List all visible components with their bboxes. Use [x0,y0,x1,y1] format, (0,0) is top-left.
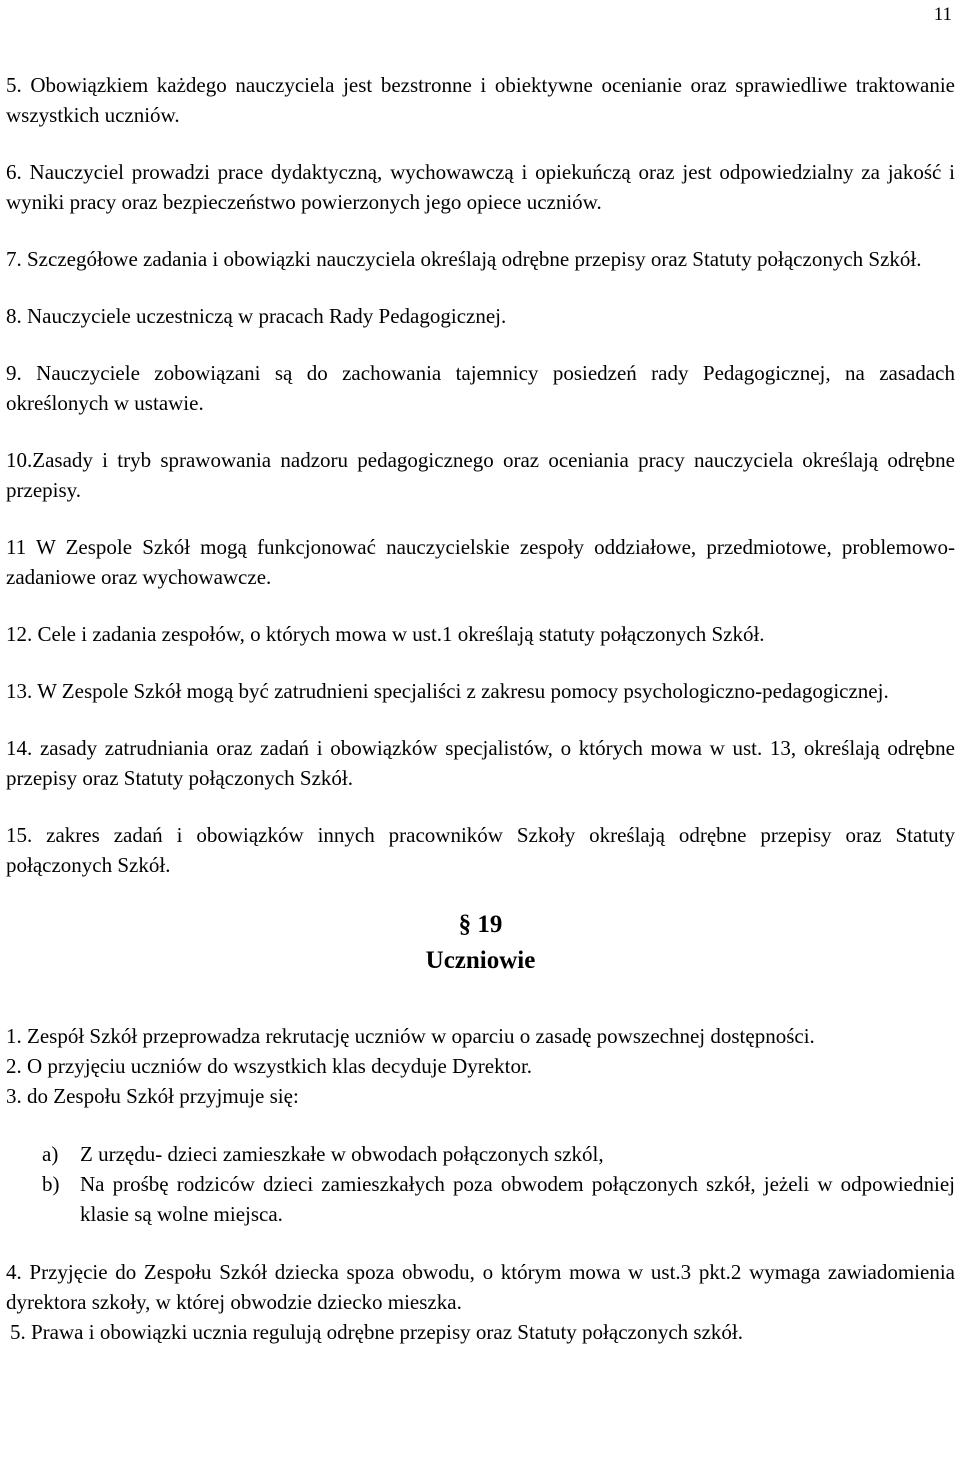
paragraph-15: 15. zakres zadań i obowiązków innych pracowników Szkoły określają odrębne przepisy oraz Statuty połączonych Szkół. [6,823,955,877]
document-body [6,70,955,1347]
paragraph-14: 14. zasady zatrudniania oraz zadań i obowiązków specjalistów, o których mowa w ust. 13, określają odrębne przepisy oraz Statuty połączonych Szkół. [6,736,955,790]
paragraph-6: 6. Nauczyciel prowadzi prace dydaktyczną, wychowawczą i opiekuńczą oraz jest odpowiedzialny za jakość i wyniki pracy oraz bezpieczeństwo powierzonych jego opiece uczniów. [6,160,955,214]
section-paragraph-5: 5. Prawa i obowiązki ucznia regulują odrębne przepisy oraz Statuty połączonych szkół. [10,1320,744,1344]
list-item [6,1139,955,1169]
section-paragraph-2: 2. O przyjęciu uczniów do wszystkich klas decyduje Dyrektor. [6,1054,533,1078]
section-heading [6,907,955,979]
paragraph-7: 7. Szczegółowe zadania i obowiązki nauczyciela określają odrębne przepisy oraz Statuty połączonych Szkół. [6,247,922,271]
list-item-text: Z urzędu- dzieci zamieszkałe w obwodach połączonych szkól, [80,1142,604,1166]
list-item-label: a) [42,1142,59,1166]
section-paragraph-4: 4. Przyjęcie do Zespołu Szkół dziecka spoza obwodu, o którym mowa w ust.3 pkt.2 wymaga zawiadomienia dyrektora szkoły, w której obwodzie dziecko mieszka. [6,1260,955,1314]
paragraph-9: 9. Nauczyciele zobowiązani są do zachowania tajemnicy posiedzeń rady Pedagogicznej, na zasadach określonych w ustawie. [6,361,955,415]
paragraph-10: 10.Zasady i tryb sprawowania nadzoru pedagogicznego oraz oceniania pracy nauczyciela określają odrębne przepisy. [6,448,955,502]
list-item-text: Na prośbę rodziców dzieci zamieszkałych poza obwodem połączonych szkół, jeżeli w odpowiedniej klasie są wolne miejsca. [80,1172,955,1226]
section-paragraph-3: 3. do Zespołu Szkół przyjmuje się: [6,1084,299,1108]
list-item-label: b) [42,1172,60,1196]
paragraph-12: 12. Cele i zadania zespołów, o których mowa w ust.1 określają statuty połączonych Szkół. [6,622,765,646]
list-item [6,1169,955,1229]
paragraph-11: 11 W Zespole Szkół mogą funkcjonować nauczycielskie zespoły oddziałowe, przedmiotowe, problemowo-zadaniowe oraz wychowawcze. [6,535,955,589]
page-number: 11 [933,4,952,25]
paragraph-8: 8. Nauczyciele uczestniczą w pracach Rady Pedagogicznej. [6,304,507,328]
paragraph-5: 5. Obowiązkiem każdego nauczyciela jest bezstronne i obiektywne ocenianie oraz sprawiedliwe traktowanie wszystkich uczniów. [6,73,955,127]
section-paragraph-1: 1. Zespół Szkół przeprowadza rekrutację uczniów w oparciu o zasadę powszechnej dostępności. [6,1024,815,1048]
section-symbol: § [458,911,472,938]
section-title: Uczniowie [425,947,536,974]
section-number-line [6,907,955,943]
section-number: 19 [477,911,503,938]
paragraph-13: 13. W Zespole Szkół mogą być zatrudnieni specjaliści z zakresu pomocy psychologiczno-pedagogicznej. [6,679,889,703]
admission-list [6,1139,955,1229]
